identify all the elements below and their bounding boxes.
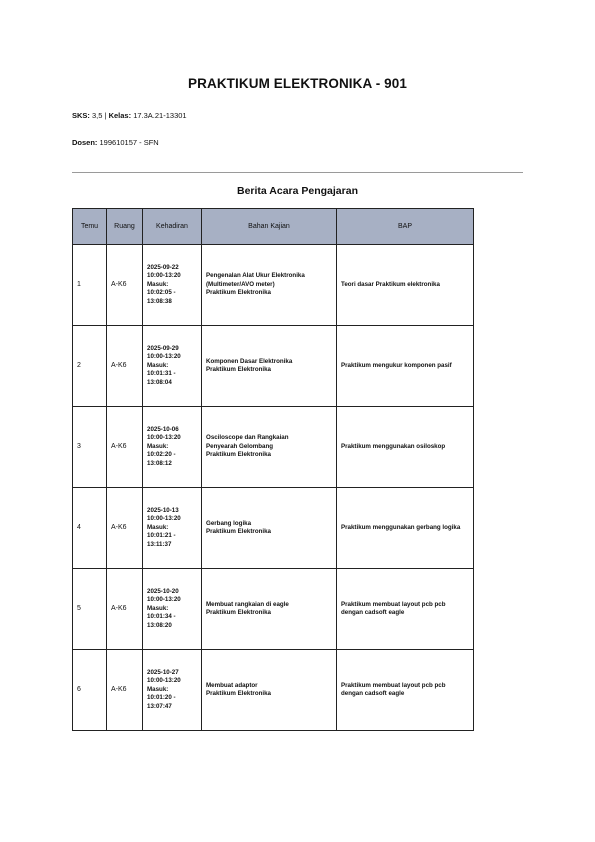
kelas-label: Kelas: bbox=[108, 111, 132, 120]
table-row bbox=[73, 245, 474, 326]
header-kehadiran: Kehadiran bbox=[143, 209, 202, 245]
kehadiran-line: Masuk: bbox=[147, 280, 169, 288]
table-row bbox=[73, 488, 474, 569]
temu-cell bbox=[73, 569, 107, 650]
kehadiran-line: Masuk: bbox=[147, 442, 169, 450]
table-header-row bbox=[73, 209, 474, 245]
ruang-cell bbox=[107, 407, 143, 488]
kehadiran-cell bbox=[143, 245, 202, 326]
temu-cell bbox=[73, 407, 107, 488]
bahan-kajian-line: Penyearah Gelombang bbox=[206, 442, 274, 450]
section-title: Berita Acara Pengajaran bbox=[236, 185, 358, 197]
bap-text: Praktikum mengukur komponen pasif bbox=[341, 361, 452, 369]
kehadiran-line: 13:08:38 bbox=[147, 297, 172, 305]
temu-value: 6 bbox=[77, 686, 81, 694]
divider bbox=[72, 172, 523, 173]
bahan-kajian-line: Praktikum Elektronika bbox=[206, 528, 271, 535]
table-row bbox=[73, 569, 474, 650]
bap-text: Teori dasar Praktikum elektronika bbox=[341, 280, 440, 288]
bahan-kajian-line: Praktikum Elektronika bbox=[206, 609, 271, 616]
kehadiran-line: 10:00-13:20 bbox=[147, 596, 181, 604]
page-title: PRAKTIKUM ELEKTRONIKA - 901 bbox=[188, 76, 407, 91]
bahan-kajian-line: Praktikum Elektronika bbox=[206, 690, 271, 697]
bap-text: Praktikum menggunakan gerbang logika bbox=[341, 523, 461, 531]
bahan-kajian-line: Pengenalan Alat Ukur Elektronika bbox=[206, 272, 305, 280]
temu-value: 5 bbox=[77, 605, 81, 613]
header-bap: BAP bbox=[337, 209, 474, 245]
temu-cell bbox=[73, 326, 107, 407]
table-row bbox=[73, 407, 474, 488]
bahan-kajian-cell bbox=[202, 245, 337, 326]
ruang-value: A-K6 bbox=[111, 281, 127, 289]
bap-cell bbox=[337, 326, 474, 407]
bahan-kajian-line: (Multimeter/AVO meter) bbox=[206, 280, 275, 288]
lecturer-info-line bbox=[72, 138, 159, 147]
bap-cell bbox=[337, 407, 474, 488]
bap-cell bbox=[337, 245, 474, 326]
kehadiran-cell bbox=[143, 650, 202, 731]
kehadiran-line: 10:00-13:20 bbox=[147, 434, 181, 442]
temu-value: 3 bbox=[77, 443, 81, 451]
kehadiran-cell bbox=[143, 488, 202, 569]
header-bahan-kajian: Bahan Kajian bbox=[202, 209, 337, 245]
bahan-kajian-cell bbox=[202, 407, 337, 488]
kehadiran-line: 10:02:20 - bbox=[147, 451, 176, 459]
ruang-value: A-K6 bbox=[111, 443, 127, 451]
kehadiran-line: 2025-10-06 bbox=[147, 426, 179, 434]
ruang-cell bbox=[107, 326, 143, 407]
temu-value: 2 bbox=[77, 362, 81, 370]
bahan-kajian-line: Membuat rangkaian di eagle bbox=[206, 600, 289, 608]
kehadiran-line: 10:00-13:20 bbox=[147, 353, 181, 361]
kehadiran-line: 13:08:04 bbox=[147, 378, 172, 386]
course-info-line bbox=[72, 111, 187, 120]
sks-label: SKS: bbox=[72, 111, 90, 120]
kehadiran-line: 13:08:12 bbox=[147, 459, 172, 467]
kehadiran-line: 10:00-13:20 bbox=[147, 272, 181, 280]
temu-value: 4 bbox=[77, 524, 81, 532]
table-row bbox=[73, 650, 474, 731]
kehadiran-cell bbox=[143, 407, 202, 488]
bahan-kajian-cell bbox=[202, 569, 337, 650]
ruang-cell bbox=[107, 488, 143, 569]
bahan-kajian-line: Membuat adaptor bbox=[206, 681, 258, 689]
kehadiran-line: 10:01:21 - bbox=[147, 532, 176, 540]
ruang-value: A-K6 bbox=[111, 605, 127, 613]
ruang-value: A-K6 bbox=[111, 362, 127, 370]
teaching-record-table bbox=[72, 208, 474, 731]
bap-cell bbox=[337, 488, 474, 569]
kehadiran-line: Masuk: bbox=[147, 685, 169, 693]
kehadiran-line: Masuk: bbox=[147, 604, 169, 612]
kehadiran-line: 2025-10-13 bbox=[147, 507, 179, 515]
bahan-kajian-line: Praktikum Elektronika bbox=[206, 366, 271, 373]
temu-cell bbox=[73, 488, 107, 569]
kehadiran-line: 13:08:20 bbox=[147, 621, 172, 629]
kelas-value: 17.3A.21-13301 bbox=[133, 111, 187, 120]
table-row bbox=[73, 326, 474, 407]
kehadiran-line: Masuk: bbox=[147, 523, 169, 531]
kehadiran-cell bbox=[143, 569, 202, 650]
kehadiran-line: 2025-09-22 bbox=[147, 264, 179, 272]
bahan-kajian-line: Gerbang logika bbox=[206, 519, 252, 527]
bap-text: Praktikum menggunakan osiloskop bbox=[341, 442, 446, 450]
temu-cell bbox=[73, 650, 107, 731]
ruang-value: A-K6 bbox=[111, 524, 127, 532]
bap-text: Praktikum membuat layout pcb pcb dengan cadsoft eagle bbox=[341, 681, 446, 697]
dosen-value: 199610157 - SFN bbox=[99, 138, 159, 147]
kehadiran-cell bbox=[143, 326, 202, 407]
kehadiran-line: 13:11:37 bbox=[147, 540, 172, 548]
dosen-label: Dosen: bbox=[72, 138, 98, 147]
ruang-cell bbox=[107, 245, 143, 326]
kehadiran-line: 10:01:20 - bbox=[147, 694, 176, 702]
sks-value: 3,5 bbox=[92, 111, 103, 120]
ruang-cell bbox=[107, 569, 143, 650]
bahan-kajian-line: Praktikum Elektronika bbox=[206, 289, 271, 297]
kehadiran-line: 10:01:34 - bbox=[147, 613, 176, 621]
header-ruang: Ruang bbox=[107, 209, 143, 245]
bap-text: Praktikum membuat layout pcb pcb dengan cadsoft eagle bbox=[341, 600, 446, 616]
kehadiran-line: 2025-10-27 bbox=[147, 669, 179, 677]
header-temu: Temu bbox=[73, 209, 107, 245]
bap-cell bbox=[337, 569, 474, 650]
bahan-kajian-line: Praktikum Elektronika bbox=[206, 451, 271, 459]
bap-cell bbox=[337, 650, 474, 731]
kehadiran-line: 13:07:47 bbox=[147, 702, 172, 710]
bahan-kajian-cell bbox=[202, 326, 337, 407]
bahan-kajian-line: Osciloscope dan Rangkaian bbox=[206, 434, 289, 442]
kehadiran-line: 10:02:05 - bbox=[147, 289, 176, 297]
kehadiran-line: 10:01:31 - bbox=[147, 370, 176, 378]
temu-value: 1 bbox=[77, 281, 81, 289]
kehadiran-line: 10:00-13:20 bbox=[147, 677, 181, 685]
bahan-kajian-cell bbox=[202, 488, 337, 569]
ruang-cell bbox=[107, 650, 143, 731]
kehadiran-line: 10:00-13:20 bbox=[147, 515, 181, 523]
temu-cell bbox=[73, 245, 107, 326]
kehadiran-line: Masuk: bbox=[147, 361, 169, 369]
kehadiran-line: 2025-09-29 bbox=[147, 345, 179, 353]
separator: | bbox=[104, 111, 107, 120]
bahan-kajian-cell bbox=[202, 650, 337, 731]
bahan-kajian-line: Komponen Dasar Elektronika bbox=[206, 357, 293, 365]
kehadiran-line: 2025-10-20 bbox=[147, 588, 179, 596]
ruang-value: A-K6 bbox=[111, 686, 127, 694]
